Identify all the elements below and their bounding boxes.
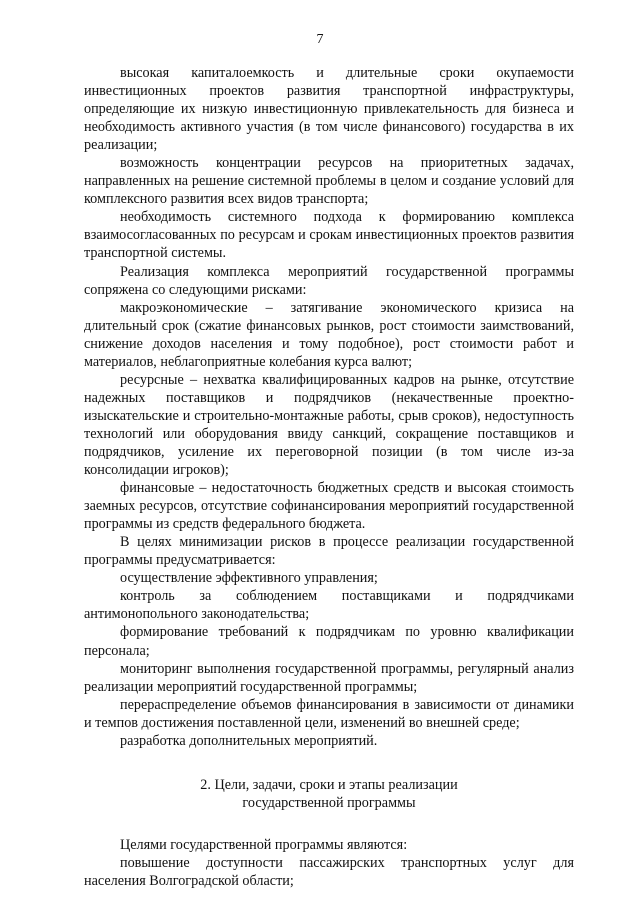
paragraph: необходимость системного подхода к формированию комплекса взаимосогласованных по ресурсам и срокам инвестиционных проектов развития транспортной системы. <box>84 209 574 262</box>
paragraph: повышение доступности пассажирских транспортных услуг для населения Волгоградской области; <box>84 854 574 889</box>
paragraph: контроль за соблюдением поставщиками и подрядчиками антимонопольного законодательства; <box>84 588 574 623</box>
page-number: 7 <box>316 32 324 47</box>
paragraph: разработка дополнительных мероприятий. <box>120 732 378 749</box>
paragraph: формирование требований к подрядчикам по уровню квалификации персонала; <box>84 624 574 659</box>
section-heading-line: государственной программы <box>242 794 416 811</box>
paragraph: возможность концентрации ресурсов на приоритетных задачах, направленных на решение системной проблемы в целом и создание условий для комплексного развития всех видов транспорта; <box>84 155 574 208</box>
document-body <box>84 64 574 890</box>
paragraph: В целях минимизации рисков в процессе реализации государственной программы предусматривается: <box>84 534 574 569</box>
paragraph: ресурсные – нехватка квалифицированных кадров на рынке, отсутствие надежных поставщиков и подрядчиков (некачественные проектно-изыскательские и строительно-монтажные работы, срыв сроков), недоступность технологий или оборудования ввиду санкций, сокращение поставщиков и подрядчиков, усиление их переговорной позиции (в том числе из-за консолидации игроков); <box>84 371 574 479</box>
paragraph: осуществление эффективного управления; <box>120 570 378 587</box>
paragraph: перераспределение объемов финансирования в зависимости от динамики и темпов достижения поставленной цели, изменений во внешней среде; <box>84 696 574 731</box>
section-heading <box>84 776 574 812</box>
section-heading-line: 2. Цели, задачи, сроки и этапы реализации <box>200 776 458 793</box>
paragraph: Реализация комплекса мероприятий государственной программы сопряжена со следующими рисками: <box>84 263 574 298</box>
paragraph: финансовые – недостаточность бюджетных средств и высокая стоимость заемных ресурсов, отсутствие софинансирования мероприятий государственной программы из средств федерального бюджета. <box>84 480 574 533</box>
paragraph: мониторинг выполнения государственной программы, регулярный анализ реализации мероприятий государственной программы; <box>84 660 574 695</box>
paragraph: макроэкономические – затягивание экономического кризиса на длительный срок (сжатие финансовых рынков, рост стоимости заимствований, снижение доходов населения и тому подобное), рост стоимости работ и материалов, неблагоприятные колебания курса валют; <box>84 299 574 370</box>
paragraph: высокая капиталоемкость и длительные сроки окупаемости инвестиционных проектов развития транспортной инфраструктуры, определяющие их низкую инвестиционную привлекательность для бизнеса и необходимость активного участия (в том числе финансового) государства в их реализации; <box>84 65 574 154</box>
paragraph: Целями государственной программы являются: <box>120 836 408 853</box>
